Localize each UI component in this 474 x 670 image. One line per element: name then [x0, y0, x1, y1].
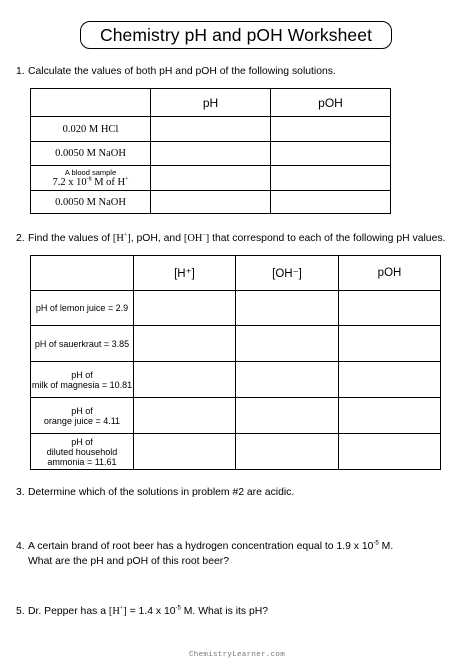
answer-cell-poh[interactable]	[339, 326, 441, 362]
header-cell-ph: pH	[151, 89, 271, 117]
footer-source: ChemistryLearner.com	[188, 651, 285, 659]
table-header-row	[31, 89, 391, 117]
row-label-value: 7.2 x $10^{-8}$ M of H+	[52, 176, 129, 188]
question-text: Determine which of the solutions in problem #2 are acidic.	[28, 487, 295, 498]
answer-cell-oh-ion[interactable]	[236, 326, 339, 362]
ph-poh-table	[30, 88, 391, 214]
header-cell-poh: pOH	[271, 89, 391, 117]
header-cell-empty	[31, 256, 134, 291]
answer-cell-oh-ion[interactable]	[236, 362, 339, 398]
row-label: pH of diluted household ammonia = 11.61	[31, 434, 134, 470]
question-4: 4. A certain brand of root beer has a hydrogen concentration equal to 1.9 x $10^{-5}$ M. What are the pH and pOH of this root beer?	[16, 540, 394, 567]
row-label-caption: A blood sample	[64, 168, 117, 177]
table-row	[31, 398, 441, 434]
table-row	[31, 191, 391, 214]
title-box	[80, 21, 392, 49]
table-row	[31, 362, 441, 398]
row-label: pH of orange juice = 4.11	[31, 398, 134, 434]
answer-cell-poh[interactable]	[271, 166, 391, 191]
row-label: pH of lemon juice = 2.9	[31, 291, 134, 326]
answer-cell-poh[interactable]	[339, 398, 441, 434]
answer-cell-ph[interactable]	[151, 142, 271, 166]
header-cell-poh: pOH	[339, 256, 441, 291]
row-label: 0.0050 M NaOH	[31, 142, 151, 166]
answer-cell-oh-ion[interactable]	[236, 291, 339, 326]
answer-cell-oh-ion[interactable]	[236, 434, 339, 470]
table-row	[31, 326, 441, 362]
answer-cell-poh[interactable]	[339, 362, 441, 398]
question-number: 1.	[16, 66, 25, 77]
answer-cell-h-ion[interactable]	[134, 398, 236, 434]
question-5: 5. Dr. Pepper has a [H+] = 1.4 x $10^{-5}$ M. What is its pH?	[16, 605, 269, 617]
answer-cell-poh[interactable]	[271, 191, 391, 214]
question-number: 2.	[16, 233, 25, 244]
question-3	[16, 487, 294, 499]
answer-cell-ph[interactable]	[151, 117, 271, 142]
row-label: 0.020 M HCl	[31, 117, 151, 142]
answer-cell-h-ion[interactable]	[134, 434, 236, 470]
answer-cell-poh[interactable]	[271, 117, 391, 142]
row-label	[31, 166, 151, 191]
question-number: 3.	[16, 487, 25, 498]
row-label: pH of milk of magnesia = 10.81	[31, 362, 134, 398]
answer-cell-ph[interactable]	[151, 166, 271, 191]
header-cell-empty	[31, 89, 151, 117]
table-row	[31, 117, 391, 142]
row-label: pH of sauerkraut = 3.85	[31, 326, 134, 362]
question-number: 4.	[16, 541, 25, 552]
table-row	[31, 142, 391, 166]
question-text-line2: What are the pH and pOH of this root beer?	[28, 556, 229, 567]
table-row	[31, 166, 391, 191]
answer-cell-ph[interactable]	[151, 191, 271, 214]
answer-cell-poh[interactable]	[271, 142, 391, 166]
answer-cell-h-ion[interactable]	[134, 362, 236, 398]
row-label: 0.0050 M NaOH	[31, 191, 151, 214]
question-number: 5.	[16, 606, 25, 617]
header-cell-h-ion: [H⁺]	[134, 256, 236, 291]
page-title: Chemistry pH and pOH Worksheet	[99, 24, 373, 45]
answer-cell-poh[interactable]	[339, 434, 441, 470]
answer-cell-h-ion[interactable]	[134, 291, 236, 326]
question-2: 2. Find the values of [H+], pOH, and [OH−] that correspond to each of the following pH values.	[16, 232, 446, 244]
table-row	[31, 291, 441, 326]
answer-cell-oh-ion[interactable]	[236, 398, 339, 434]
question-1	[16, 66, 336, 78]
header-cell-oh-ion: [OH⁻]	[236, 256, 339, 291]
table-row	[31, 434, 441, 470]
answer-cell-h-ion[interactable]	[134, 326, 236, 362]
answer-cell-poh[interactable]	[339, 291, 441, 326]
table-header-row	[31, 256, 441, 291]
question-text: Calculate the values of both pH and pOH of the following solutions.	[28, 66, 336, 77]
concentration-table	[30, 255, 441, 470]
